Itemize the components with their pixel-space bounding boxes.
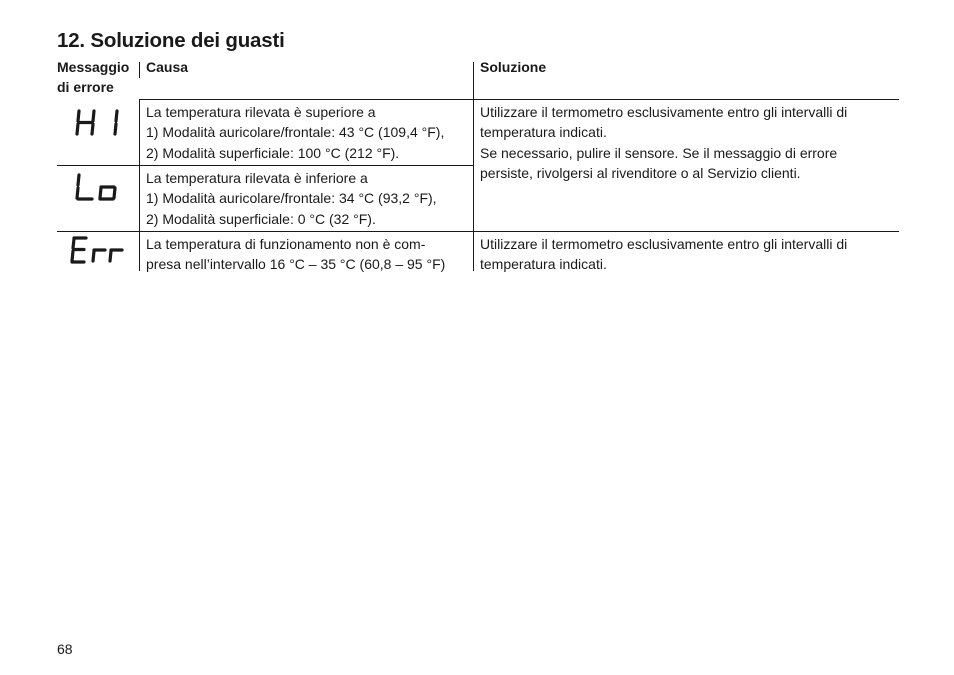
page-title: 12. Soluzione dei guasti	[57, 29, 285, 52]
solution-column-left-border	[473, 99, 474, 271]
cause-lo	[146, 168, 437, 229]
cause-lo-line2: 1) Modalità auricolare/frontale: 34 °C (93,2 °F),	[146, 190, 437, 207]
solution-err	[480, 234, 847, 275]
display-lo-icon	[70, 171, 130, 205]
solution-err-line1: Utilizzare il termometro esclusivamente entro gli intervalli di	[480, 236, 848, 252]
header-divider-1	[139, 62, 140, 78]
display-hi-icon	[70, 107, 130, 141]
header-cause: Causa	[146, 59, 189, 75]
header-message-line1: Messaggio	[57, 59, 130, 75]
cause-lo-line1: La temperatura rilevata è inferiore a	[146, 170, 368, 186]
solution-hi-lo-line2: temperatura indicati.	[480, 124, 607, 141]
cause-err-line1: La temperatura di funzionamento non è com-	[146, 236, 426, 252]
cause-lo-line3: 2) Modalità superficiale: 0 °C (32 °F).	[146, 210, 376, 227]
solution-hi-lo-line4: persiste, rivolgersi al rivenditore o al Servizio clienti.	[480, 164, 801, 181]
header-rule	[139, 99, 899, 100]
row-divider-lo-err	[57, 231, 899, 232]
cause-hi-line1: La temperatura rilevata è superiore a	[146, 104, 376, 120]
cause-column-left-border	[139, 99, 140, 271]
header-message-line2: di errore	[57, 79, 114, 95]
solution-err-line2: temperatura indicati.	[480, 256, 607, 273]
cause-hi	[146, 102, 444, 163]
row-divider-hi-lo	[57, 165, 474, 166]
header-divider-2	[473, 62, 474, 99]
page-number: 68	[57, 641, 73, 657]
cause-err	[146, 234, 445, 275]
solution-hi-lo	[480, 102, 847, 183]
header-solution: Soluzione	[480, 59, 547, 75]
header-message	[57, 57, 129, 97]
solution-hi-lo-line1: Utilizzare il termometro esclusivamente entro gli intervalli di	[480, 104, 848, 120]
display-err-icon	[68, 234, 128, 268]
solution-hi-lo-line3: Se necessario, pulire il sensore. Se il messaggio di errore	[480, 144, 838, 161]
cause-hi-line2: 1) Modalità auricolare/frontale: 43 °C (109,4 °F),	[146, 124, 445, 141]
cause-err-line2: presa nell’intervallo 16 °C – 35 °C (60,8 – 95 °F)	[146, 256, 446, 273]
cause-hi-line3: 2) Modalità superficiale: 100 °C (212 °F).	[146, 144, 400, 161]
